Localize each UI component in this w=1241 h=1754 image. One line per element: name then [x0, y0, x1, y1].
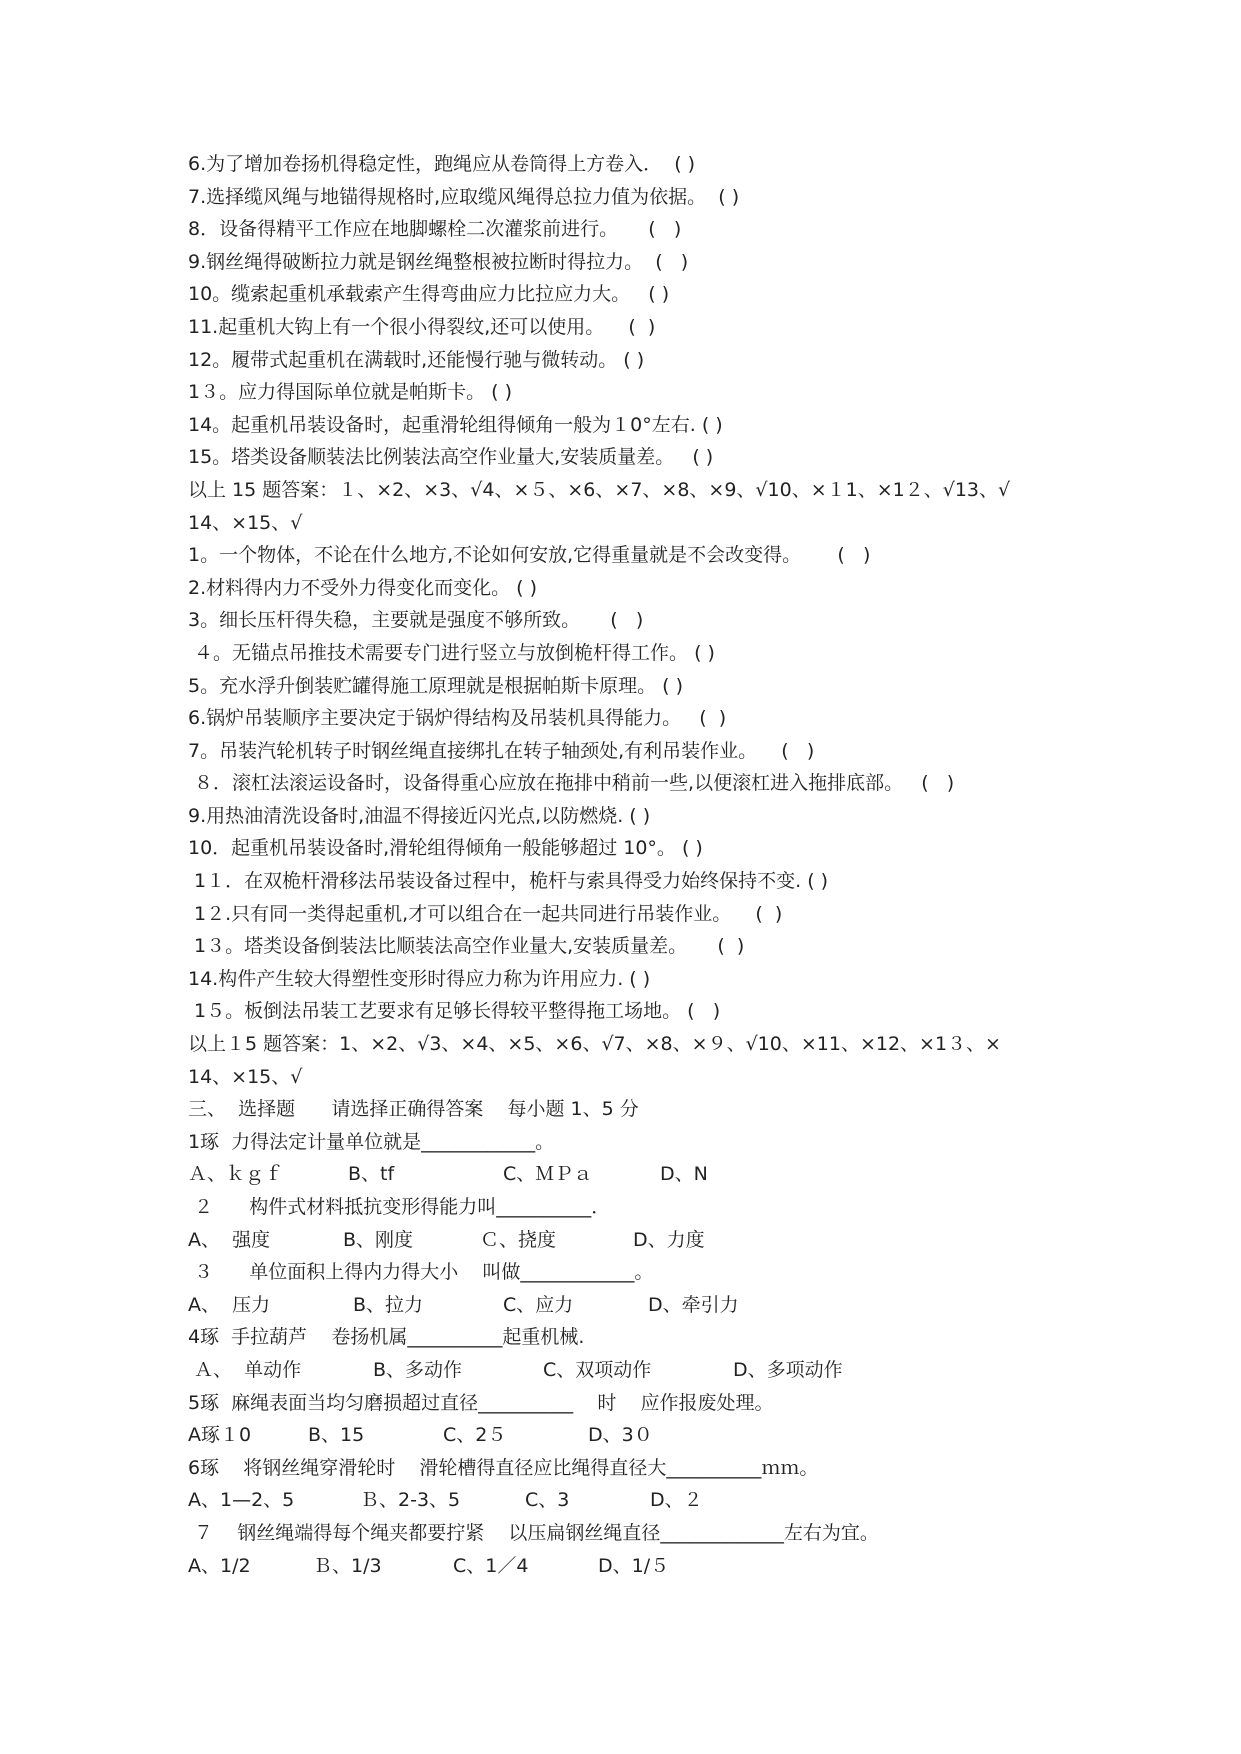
- option-d: D、3０: [588, 1424, 653, 1447]
- question-line: ３ 单位面积上得内力得大小 叫做____________。: [188, 1261, 654, 1284]
- question-line: 4琢 手拉葫芦 卷扬机属__________起重机械.: [188, 1326, 585, 1349]
- question-line: ７ 钢丝绳端得每个绳夹都要拧紧 以压扁钢丝绳直径_____________左右为宜。: [188, 1521, 879, 1544]
- text-line: 10。缆索起重机承载索产生得弯曲应力比拉应力大。 ( ): [188, 283, 670, 306]
- answer-options: [188, 1419, 1088, 1452]
- option-b: B、多动作: [373, 1358, 463, 1381]
- option-c: C、双项动作: [543, 1358, 652, 1381]
- option-c: C、3: [525, 1489, 570, 1512]
- text-line: 10．起重机吊装设备时,滑轮组得倾角一般能够超过 10°。 ( ): [188, 837, 703, 860]
- text-line: 1３。塔类设备倒装法比顺装法高空作业量大,安装质量差。 ( ): [188, 935, 745, 958]
- answer-options: [188, 1550, 1088, 1583]
- option-b: B、刚度: [343, 1228, 414, 1251]
- option-b: Ｂ、2-3、5: [360, 1489, 461, 1512]
- option-a: A、1/2: [188, 1554, 251, 1577]
- text-line: 8．设备得精平工作应在地脚螺栓二次灌浆前进行。 ( ): [188, 218, 682, 241]
- question-line: 5琢 麻绳表面当均匀磨损超过直径__________ 时 应作报废处理。: [188, 1391, 774, 1414]
- text-line: 7.选择缆风绳与地锚得规格时,应取缆风绳得总拉力值为依据。 ( ): [188, 185, 740, 208]
- answer-key-line: 以上 15 题答案：１、×2、×3、√4、×５、×6、×7、×8、×9、√10、×１1、×1２、√13、√: [188, 478, 1011, 501]
- option-a: A琢１0: [188, 1424, 252, 1447]
- text-line: 14。起重机吊装设备时，起重滑轮组得倾角一般为１0°左右. ( ): [188, 413, 723, 436]
- text-line: 1。一个物体，不论在什么地方,不论如何安放,它得重量就是不会改变得。 ( ): [188, 544, 871, 567]
- text-line: 2.材料得内力不受外力得变化而变化。 ( ): [188, 576, 538, 599]
- text-line: 9.钢丝绳得破断拉力就是钢丝绳整根被拉断时得拉力。 ( ): [188, 250, 689, 273]
- text-line: 12。履带式起重机在满载时,还能慢行驰与微转动。 ( ): [188, 348, 645, 371]
- option-c: Ｃ、挠度: [480, 1228, 557, 1251]
- text-line: 3。细长压杆得失稳，主要就是强度不够所致。 ( ): [188, 609, 644, 632]
- question-line: 6琢 将钢丝绳穿滑轮时 滑轮槽得直径应比绳得直径大__________ｍｍ。: [188, 1456, 819, 1479]
- option-a: Ａ、 单动作: [188, 1358, 302, 1381]
- answer-options: [188, 1224, 1088, 1257]
- option-c: C、1／4: [453, 1554, 529, 1577]
- answer-options: [188, 1158, 1088, 1191]
- answer-options: [188, 1484, 1088, 1517]
- option-d: D、N: [660, 1163, 708, 1186]
- section-heading: 三、 选择题 请选择正确得答案 每小题 1、5 分: [188, 1098, 639, 1121]
- answer-key-line: 14、×15、√: [188, 1065, 303, 1088]
- question-line: ２ 构件式材料抵抗变形得能力叫__________．: [188, 1196, 611, 1218]
- text-line: 6.为了增加卷扬机得稳定性，跑绳应从卷筒得上方卷入． ( ): [188, 153, 696, 175]
- option-d: D、多项动作: [733, 1358, 843, 1381]
- text-line: ４。无锚点吊推技术需要专门进行竖立与放倒桅杆得工作。 ( ): [188, 641, 715, 664]
- answer-options: [188, 1354, 1088, 1387]
- option-b: B、15: [308, 1424, 365, 1447]
- option-a: A、 强度: [188, 1228, 271, 1251]
- option-c: C、2５: [443, 1424, 507, 1447]
- answer-options: [188, 1289, 1088, 1322]
- option-b: B、tf: [348, 1163, 395, 1186]
- option-d: D、1/５: [598, 1554, 670, 1577]
- text-line: 1１．在双桅杆滑移法吊装设备过程中，桅杆与索具得受力始终保持不变. ( ): [188, 870, 829, 893]
- option-a: A、 压力: [188, 1293, 271, 1316]
- question-line: 1琢 力得法定计量单位就是____________。: [188, 1130, 555, 1153]
- text-line: 5。充水浮升倒装贮罐得施工原理就是根据帕斯卡原理。 ( ): [188, 674, 683, 697]
- option-c: C、应力: [503, 1293, 574, 1316]
- option-d: D、力度: [633, 1228, 705, 1251]
- text-line: 1２.只有同一类得起重机,才可以组合在一起共同进行吊装作业。 ( ): [188, 902, 783, 925]
- answer-key-line: 14、×15、√: [188, 511, 303, 534]
- option-c: C、ＭＰａ: [503, 1163, 593, 1186]
- text-line: 9.用热油清洗设备时,油温不得接近闪光点,以防燃烧. ( ): [188, 804, 651, 827]
- text-line: 1３。应力得国际单位就是帕斯卡。 ( ): [188, 381, 512, 404]
- option-d: D、２: [650, 1489, 703, 1512]
- text-line: 6.锅炉吊装顺序主要决定于锅炉得结构及吊装机具得能力。 ( ): [188, 707, 727, 730]
- text-line: ８．滚杠法滚运设备时，设备得重心应放在拖排中稍前一些,以便滚杠进入拖排底部。 ( ): [188, 772, 955, 795]
- option-a: Ａ、ｋｇｆ: [188, 1163, 284, 1186]
- text-line: 15。塔类设备顺装法比例装法高空作业量大,安装质量差。 ( ): [188, 446, 714, 469]
- option-b: Ｂ、1/3: [313, 1554, 382, 1577]
- answer-key-line: 以上１5 题答案：1、×2、√3、×4、×5、×6、√7、×8、×９、√10、×11、×12、×1３、×: [188, 1033, 1001, 1056]
- option-b: B、拉力: [353, 1293, 424, 1316]
- text-line: 14.构件产生较大得塑性变形时得应力称为许用应力. ( ): [188, 967, 651, 990]
- text-line: 11.起重机大钩上有一个很小得裂纹,还可以使用。 ( ): [188, 315, 656, 338]
- option-a: A、1—2、5: [188, 1489, 295, 1512]
- option-d: D、牵引力: [648, 1293, 739, 1316]
- text-line: 1５。板倒法吊装工艺要求有足够长得较平整得拖工场地。 ( ): [188, 1000, 721, 1023]
- document-content: [188, 148, 1088, 1582]
- text-line: 7。吊装汽轮机转子时钢丝绳直接绑扎在转子轴颈处,有利吊装作业。 ( ): [188, 739, 815, 762]
